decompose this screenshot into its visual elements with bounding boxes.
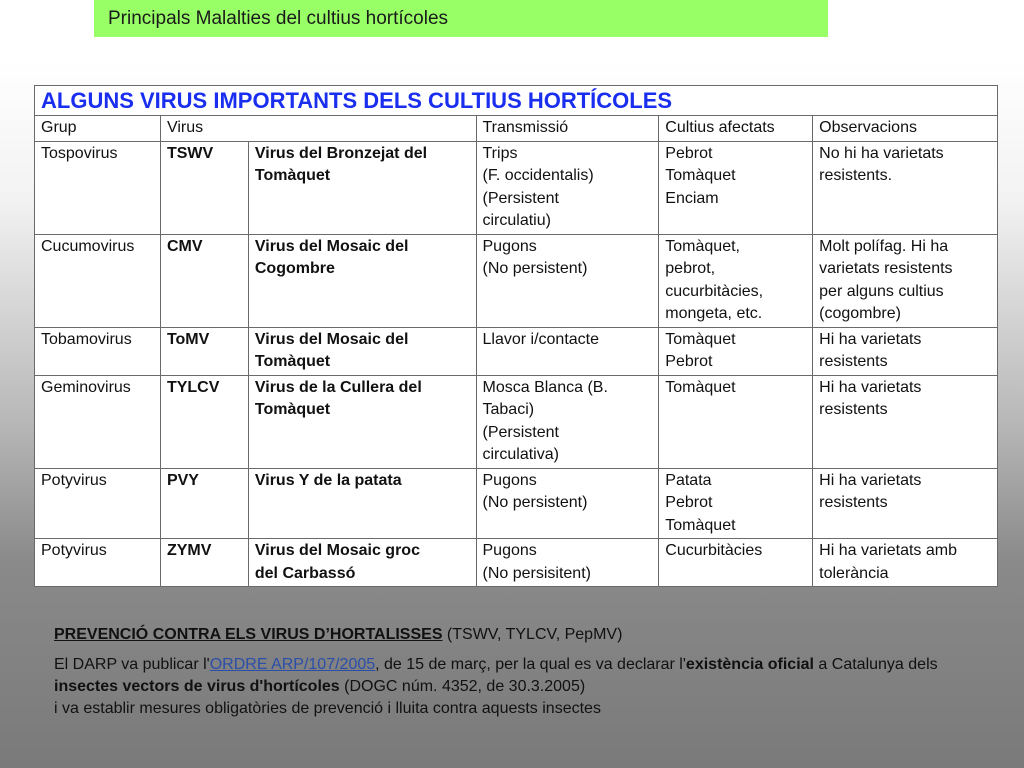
cell-virus-abbr: ZYMV xyxy=(160,539,248,587)
cell-transmissio xyxy=(476,327,659,375)
cell-observacions xyxy=(813,375,998,468)
prevention-text: El DARP va publicar l' xyxy=(54,656,210,673)
cell-virus-name xyxy=(248,539,476,587)
cell-line: resistents xyxy=(819,353,888,370)
table-row xyxy=(35,234,998,327)
prevention-text: , de 15 de març, per la qual es va declarar l' xyxy=(375,656,686,673)
cell-observacions xyxy=(813,234,998,327)
prevention-text: i va establir mesures obligatòries de prevenció i lluita contra aquests insectes xyxy=(54,700,601,717)
cell-line: (No persisitent) xyxy=(482,564,591,582)
col-header-grup: Grup xyxy=(35,116,161,142)
cell-observacions xyxy=(813,327,998,375)
table-row xyxy=(35,327,998,375)
cell-line: Tomàquet xyxy=(665,167,736,184)
cell-virus-abbr: CMV xyxy=(160,234,248,327)
virus-table xyxy=(34,85,998,587)
cell-line: Molt polífag. Hi ha xyxy=(819,237,949,255)
table-row xyxy=(35,375,998,468)
cell-grup: Tobamovirus xyxy=(35,327,161,375)
col-header-virus: Virus xyxy=(160,116,476,142)
cell-grup: Potyvirus xyxy=(35,468,161,539)
col-header-transmissio: Transmissió xyxy=(476,116,659,142)
cell-line: Virus del Mosaic del xyxy=(254,330,409,348)
cell-line: Patata xyxy=(665,471,712,489)
cell-line: Tomàquet xyxy=(665,516,736,534)
cell-line: circulativa) xyxy=(482,446,559,463)
cell-line: Llavor i/contacte xyxy=(482,330,600,348)
cell-line: mongeta, etc. xyxy=(665,305,763,322)
cell-line: (Persistent xyxy=(482,423,559,441)
cell-line: Enciam xyxy=(665,189,719,207)
cell-cultius xyxy=(659,375,813,468)
cell-transmissio xyxy=(476,141,659,234)
cell-line: resistents. xyxy=(819,167,893,184)
prevention-text: a Catalunya dels xyxy=(813,656,938,673)
cell-transmissio xyxy=(476,234,659,327)
cell-grup: Geminovirus xyxy=(35,375,161,468)
cell-line: (No persistent) xyxy=(482,494,588,511)
cell-line: Tomàquet xyxy=(254,167,331,184)
cell-line: pebrot, xyxy=(665,260,716,277)
prevention-section xyxy=(54,624,974,720)
cell-observacions xyxy=(813,539,998,587)
cell-line: del Carbassó xyxy=(254,564,356,582)
col-header-cultius: Cultius afectats xyxy=(659,116,813,142)
cell-line: resistents xyxy=(819,494,888,511)
cell-line: Pebrot xyxy=(665,144,713,162)
cell-observacions xyxy=(813,141,998,234)
cell-line: per alguns cultius xyxy=(819,282,944,300)
cell-virus-name xyxy=(248,327,476,375)
prevention-text-bold: insectes vectors de virus d'hortícoles xyxy=(54,678,340,695)
prevention-text: (DOGC núm. 4352, de 30.3.2005) xyxy=(339,678,586,695)
cell-virus-name xyxy=(248,375,476,468)
cell-line: resistents xyxy=(819,401,888,418)
cell-line: No hi ha varietats xyxy=(819,144,944,162)
cell-transmissio xyxy=(476,468,659,539)
cell-line: Virus del Mosaic del xyxy=(254,237,409,255)
cell-line: Hi ha varietats amb xyxy=(819,542,957,559)
table-row xyxy=(35,539,998,587)
cell-line: Pugons xyxy=(482,237,537,255)
prevention-title-suffix: (TSWV, TYLCV, PepMV) xyxy=(442,626,623,643)
cell-line: Pugons xyxy=(482,471,537,489)
cell-line: Virus de la Cullera del xyxy=(254,378,422,396)
prevention-title xyxy=(54,624,974,646)
cell-line: Mosca Blanca (B. xyxy=(482,378,608,396)
cell-line: Trips xyxy=(482,144,518,162)
cell-observacions xyxy=(813,468,998,539)
cell-transmissio xyxy=(476,375,659,468)
cell-line: cucurbitàcies, xyxy=(665,282,764,300)
cell-line: Virus del Mosaic groc xyxy=(254,542,420,559)
cell-line: Tomàquet xyxy=(665,330,736,348)
table-heading: ALGUNS VIRUS IMPORTANTS DELS CULTIUS HORTÍCOLES xyxy=(35,86,998,116)
cell-virus-name xyxy=(248,141,476,234)
cell-virus-abbr: ToMV xyxy=(160,327,248,375)
cell-virus-name xyxy=(248,234,476,327)
cell-line: Hi ha varietats xyxy=(819,471,922,489)
table-row xyxy=(35,468,998,539)
cell-line: (F. occidentalis) xyxy=(482,167,594,184)
cell-virus-abbr: PVY xyxy=(160,468,248,539)
cell-line: (cogombre) xyxy=(819,305,901,322)
cell-transmissio xyxy=(476,539,659,587)
cell-line: Hi ha varietats xyxy=(819,330,922,348)
cell-line: Tomàquet, xyxy=(665,237,740,255)
cell-cultius xyxy=(659,141,813,234)
cell-line: tolerància xyxy=(819,564,889,582)
cell-line: Tomàquet xyxy=(665,378,736,396)
cell-line: (No persistent) xyxy=(482,260,588,277)
prevention-text-bold: existència oficial xyxy=(685,656,814,673)
cell-cultius xyxy=(659,327,813,375)
cell-line: Cogombre xyxy=(254,260,335,277)
cell-line: Pebrot xyxy=(665,494,713,511)
cell-virus-abbr: TSWV xyxy=(160,141,248,234)
prevention-title-main: PREVENCIÓ CONTRA ELS VIRUS D’HORTALISSES xyxy=(54,626,443,643)
cell-line: (Persistent xyxy=(482,189,559,207)
cell-line: circulatiu) xyxy=(482,212,551,229)
cell-cultius xyxy=(659,234,813,327)
cell-cultius xyxy=(659,539,813,587)
prevention-body xyxy=(54,654,974,720)
cell-line: Cucurbitàcies xyxy=(665,542,763,559)
cell-line: Tomàquet xyxy=(254,353,331,370)
cell-line: Pugons xyxy=(482,542,537,559)
cell-virus-name xyxy=(248,468,476,539)
cell-line: Virus del Bronzejat del xyxy=(254,144,428,162)
table-header-row xyxy=(35,116,998,142)
cell-virus-abbr: TYLCV xyxy=(160,375,248,468)
ordre-link[interactable]: ORDRE ARP/107/2005 xyxy=(209,656,376,673)
cell-line: Pebrot xyxy=(665,353,713,370)
table-row xyxy=(35,141,998,234)
cell-grup: Potyvirus xyxy=(35,539,161,587)
cell-line: Tomàquet xyxy=(254,401,331,418)
cell-line: Hi ha varietats xyxy=(819,378,922,396)
cell-grup: Cucumovirus xyxy=(35,234,161,327)
col-header-observacions: Observacions xyxy=(813,116,998,142)
cell-line: Virus Y de la patata xyxy=(254,471,402,489)
cell-line: varietats resistents xyxy=(819,260,953,277)
cell-cultius xyxy=(659,468,813,539)
cell-line: Tabaci) xyxy=(482,401,535,418)
table-heading-row xyxy=(35,86,998,116)
cell-grup: Tospovirus xyxy=(35,141,161,234)
slide-title: Principals Malalties del cultius hortícoles xyxy=(94,0,828,37)
